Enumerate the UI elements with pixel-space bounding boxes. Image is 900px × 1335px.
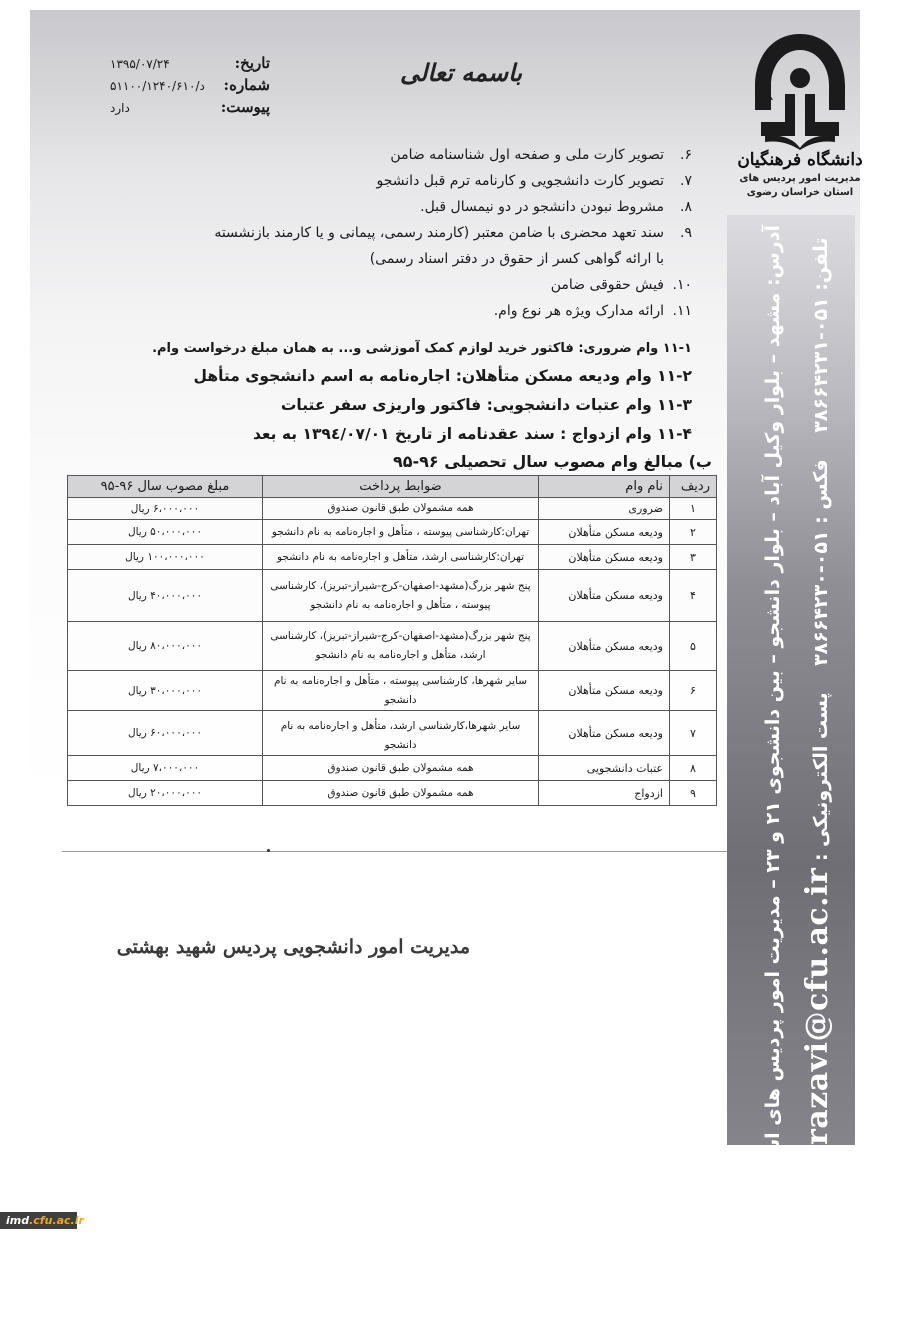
list-item-number: ۹. — [680, 225, 692, 241]
email-address: razavi@cfu.ac.ir — [800, 867, 835, 1145]
list-item-number: ۱۱. — [672, 303, 692, 319]
cell-conditions: سایر شهرها، کارشناسی پیوسته ، متأهل و اجاره‌نامه به نام دانشجو — [263, 671, 539, 711]
signature-office: مدیریت امور دانشجویی پردیس شهید بهشتی — [116, 936, 470, 958]
address-text: آدرس: مشهد – بلوار وکیل آباد – بلوار دانشجو – بین دانشجوی ۲۱ و ۲۳ – مدیریت امور پردیس های استان خراسان رضوی — [762, 225, 784, 1335]
table-row — [68, 756, 717, 781]
fax-label: فکس : — [810, 459, 832, 524]
cell-amount: ۶،۰۰۰،۰۰۰ ریال — [68, 498, 263, 520]
cell-row-number: ۹ — [670, 781, 717, 806]
table-row — [68, 570, 717, 622]
cell-conditions: همه مشمولان طبق قانون صندوق — [263, 756, 539, 781]
scan-speck — [267, 849, 270, 852]
letter-meta — [110, 54, 270, 120]
cell-row-number: ۷ — [670, 711, 717, 756]
list-item-text: مشروط نبودن دانشجو در دو نیمسال قبل. — [420, 199, 664, 215]
cell-conditions: پنج شهر بزرگ(مشهد-اصفهان-کرج-شیراز-تبریز)، کارشناسی پیوسته ، متأهل و اجاره‌نامه به نام دانشجو — [263, 570, 539, 622]
list-item-number: ۸. — [680, 199, 692, 215]
watermark-prefix: imd — [6, 1214, 30, 1227]
cell-row-number: ۳ — [670, 545, 717, 570]
table-row — [68, 498, 717, 520]
cell-conditions: همه مشمولان طبق قانون صندوق — [263, 781, 539, 806]
list-item — [212, 142, 692, 168]
cell-amount: ۵۰،۰۰۰،۰۰۰ ریال — [68, 520, 263, 545]
divider-line — [62, 851, 727, 852]
sub-list-item: ۱۱-۳ وام عتبات دانشجویی: فاکتور واریزی سفر عتبات — [280, 396, 692, 414]
table-row — [68, 520, 717, 545]
university-logo — [735, 30, 865, 215]
table-row — [68, 671, 717, 711]
side-strip-address-line — [762, 225, 784, 1335]
cell-amount: ۱۰۰،۰۰۰،۰۰۰ ریال — [68, 545, 263, 570]
phone-label: تلفن: — [810, 237, 832, 291]
sub-list-item: ۱۱-۴ وام ازدواج : سند عقدنامه از تاریخ ۱۳۹٤/۰۷/۰۱ به بعد — [252, 425, 692, 443]
header-conditions: ضوابط پرداخت — [263, 476, 539, 498]
list-item-number: ۶. — [680, 147, 692, 163]
bismillah-heading: باسمه تعالی — [400, 58, 523, 87]
sub-list-item: ۱۱-۲ وام ودیعه مسکن متأهلان: اجاره‌نامه به اسم دانشجوی متأهل — [193, 367, 692, 385]
table-row — [68, 545, 717, 570]
loan-amounts-table — [67, 475, 717, 806]
cell-row-number: ۸ — [670, 756, 717, 781]
sub-list-item: ۱۱-۱ وام ضروری: فاکتور خرید لوازم کمک آموزشی و... به همان مبلغ درخواست وام. — [152, 341, 692, 356]
list-item-text: تصویر کارت دانشجویی و کارنامه ترم قبل دانشجو — [376, 173, 664, 189]
list-item — [212, 194, 692, 220]
cell-amount: ۶۰،۰۰۰،۰۰۰ ریال — [68, 711, 263, 756]
farhangian-emblem-icon — [745, 30, 855, 150]
cell-amount: ۷،۰۰۰،۰۰۰ ریال — [68, 756, 263, 781]
date-label: تاریخ: — [234, 54, 270, 72]
phone-number: ۰۵۱-۳۸۶۶۴۲۳۱ — [810, 297, 832, 433]
cell-amount: ۴۰،۰۰۰،۰۰۰ ریال — [68, 570, 263, 622]
cell-loan-name: ودیعه مسکن متأهلان — [539, 711, 670, 756]
table-title: ب) مبالغ وام مصوب سال تحصیلی ۹۶-۹۵ — [392, 452, 712, 471]
logo-subtitle-1: مدیریت امور پردیس های — [739, 173, 861, 184]
cell-amount: ۲۰،۰۰۰،۰۰۰ ریال — [68, 781, 263, 806]
cell-conditions: سایر شهرها،کارشناسی ارشد، متأهل و اجاره‌نامه به نام دانشجو — [263, 711, 539, 756]
table-row — [68, 622, 717, 671]
attachment-value: دارد — [110, 101, 130, 115]
cell-loan-name: ازدواج — [539, 781, 670, 806]
loan-documents-list — [152, 336, 692, 449]
cell-loan-name: ضروری — [539, 498, 670, 520]
cell-conditions: پنج شهر بزرگ(مشهد-اصفهان-کرج-شیراز-تبریز)، کارشناسی ارشد، متأهل و اجاره‌نامه به نام دانشجو — [263, 622, 539, 671]
cell-row-number: ۲ — [670, 520, 717, 545]
list-item — [212, 220, 692, 272]
cell-conditions: تهران:کارشناسی پیوسته ، متأهل و اجاره‌نامه به نام دانشجو — [263, 520, 539, 545]
site-watermark-link[interactable] — [0, 1212, 84, 1229]
logo-title: دانشگاه فرهنگیان — [737, 150, 863, 170]
header-row-number: ردیف — [670, 476, 717, 498]
cell-row-number: ۴ — [670, 570, 717, 622]
list-item-text: ارائه مدارک ویژه هر نوع وام. — [493, 303, 664, 319]
email-label: پست الکترونیکی : — [810, 692, 832, 862]
cell-loan-name: ودیعه مسکن متأهلان — [539, 545, 670, 570]
number-value: د/۵۱۱۰۰/۱۲۴۰/۶۱۰ — [110, 79, 205, 93]
attachment-label: پیوست: — [220, 98, 270, 116]
header-amount: مبلغ مصوب سال ۹۶-۹۵ — [68, 476, 263, 498]
side-strip-contact-line — [800, 225, 835, 1145]
cell-loan-name: ودیعه مسکن متأهلان — [539, 520, 670, 545]
number-label: شماره: — [223, 76, 270, 94]
cell-conditions: همه مشمولان طبق قانون صندوق — [263, 498, 539, 520]
list-item-number: ۱۰. — [672, 277, 692, 293]
cell-loan-name: ودیعه مسکن متأهلان — [539, 671, 670, 711]
contact-side-strip — [727, 215, 855, 1145]
cell-loan-name: عتبات دانشجویی — [539, 756, 670, 781]
list-item-text: سند تعهد محضری با ضامن معتبر (کارمند رسمی، پیمانی و یا کارمند بازنشسته با ارائه گواهی کسر از حقوق در دفتر اسناد رسمی) — [214, 225, 664, 267]
date-value: ۱۳۹۵/۰۷/۲۴ — [110, 57, 170, 71]
fax-number: ۰۵۱-۳۸۶۶۴۲۳۰ — [810, 530, 832, 666]
list-item — [212, 272, 692, 298]
requirements-list — [212, 142, 692, 324]
table-row — [68, 711, 717, 756]
watermark-domain: .cfu.ac.ir — [29, 1214, 84, 1227]
list-item-text: فیش حقوقی ضامن — [550, 277, 664, 293]
logo-subtitle-2: استان خراسان رضوی — [746, 187, 854, 198]
cell-amount: ۸۰،۰۰۰،۰۰۰ ریال — [68, 622, 263, 671]
list-item-number: ۷. — [680, 173, 692, 189]
table-row — [68, 781, 717, 806]
cell-amount: ۳۰،۰۰۰،۰۰۰ ریال — [68, 671, 263, 711]
table-header-row — [68, 476, 717, 498]
list-item — [212, 168, 692, 194]
list-item — [212, 298, 692, 324]
cell-conditions: تهران:کارشناسی ارشد، متأهل و اجاره‌نامه به نام دانشجو — [263, 545, 539, 570]
header-loan-name: نام وام — [539, 476, 670, 498]
cell-row-number: ۱ — [670, 498, 717, 520]
cell-row-number: ۶ — [670, 671, 717, 711]
list-item-text: تصویر کارت ملی و صفحه اول شناسنامه ضامن — [390, 147, 664, 163]
cell-loan-name: ودیعه مسکن متأهلان — [539, 570, 670, 622]
cell-row-number: ۵ — [670, 622, 717, 671]
cell-loan-name: ودیعه مسکن متأهلان — [539, 622, 670, 671]
